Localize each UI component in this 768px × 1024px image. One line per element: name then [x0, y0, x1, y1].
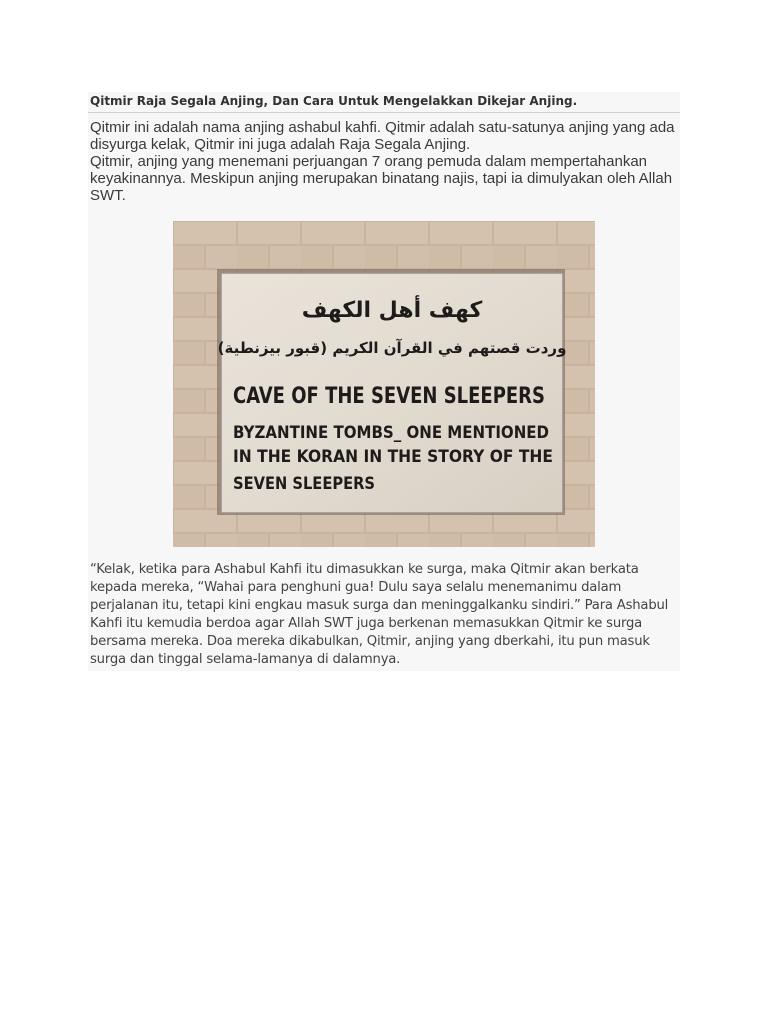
article: [88, 92, 680, 671]
sign-line-4: SEVEN SLEEPERS: [233, 474, 375, 494]
intro-paragraph-1: Qitmir ini adalah nama anjing ashabul kahfi. Qitmir adalah satu-satunya anjing yang ada disyurga kelak, Qitmir ini juga adalah Raja Segala Anjing.: [90, 119, 675, 153]
sign-line-3: IN THE KORAN IN THE STORY OF THE: [233, 447, 553, 467]
sign-arabic-subtitle: (قبور بيزنطية) وردت قصتهم في القرآن الكريم: [217, 339, 567, 357]
cave-sign-photo: [173, 221, 595, 547]
intro-paragraph-2: Qitmir, anjing yang menemani perjuangan 7 orang pemuda dalam mempertahankan keyakinannya. Meskipun anjing merupakan binatang najis, tapi ia dimulyakan oleh Allah SWT.: [90, 153, 673, 204]
article-title: Qitmir Raja Segala Anjing, Dan Cara Untuk Mengelakkan Dikejar Anjing.: [88, 92, 680, 113]
sign-arabic-title: كهف أهل الكهف: [301, 298, 483, 323]
article-quote: [88, 547, 680, 671]
sign-line-2: BYZANTINE TOMBS_ ONE MENTIONED: [233, 423, 549, 443]
quote-paragraph: “Kelak, ketika para Ashabul Kahfi itu dimasukkan ke surga, maka Qitmir akan berkata kepada mereka, “Wahai para penghuni gua! Dulu saya selalu menemanimu dalam perjalanan itu, tetapi kini engkau masuk surga dan meninggalkanku sindiri.” Para Ashabul Kahfi itu kemudia berdoa agar Allah SWT juga berkenan memasukkan Qitmir ke surga bersama mereka. Doa mereka dikabulkan, Qitmir, anjing yang dberkahi, itu pun masuk surga dan tinggal selama-lamanya di dalamnya.: [90, 562, 669, 667]
article-intro: [88, 113, 680, 204]
sign-line-1: CAVE OF THE SEVEN SLEEPERS: [233, 384, 545, 409]
